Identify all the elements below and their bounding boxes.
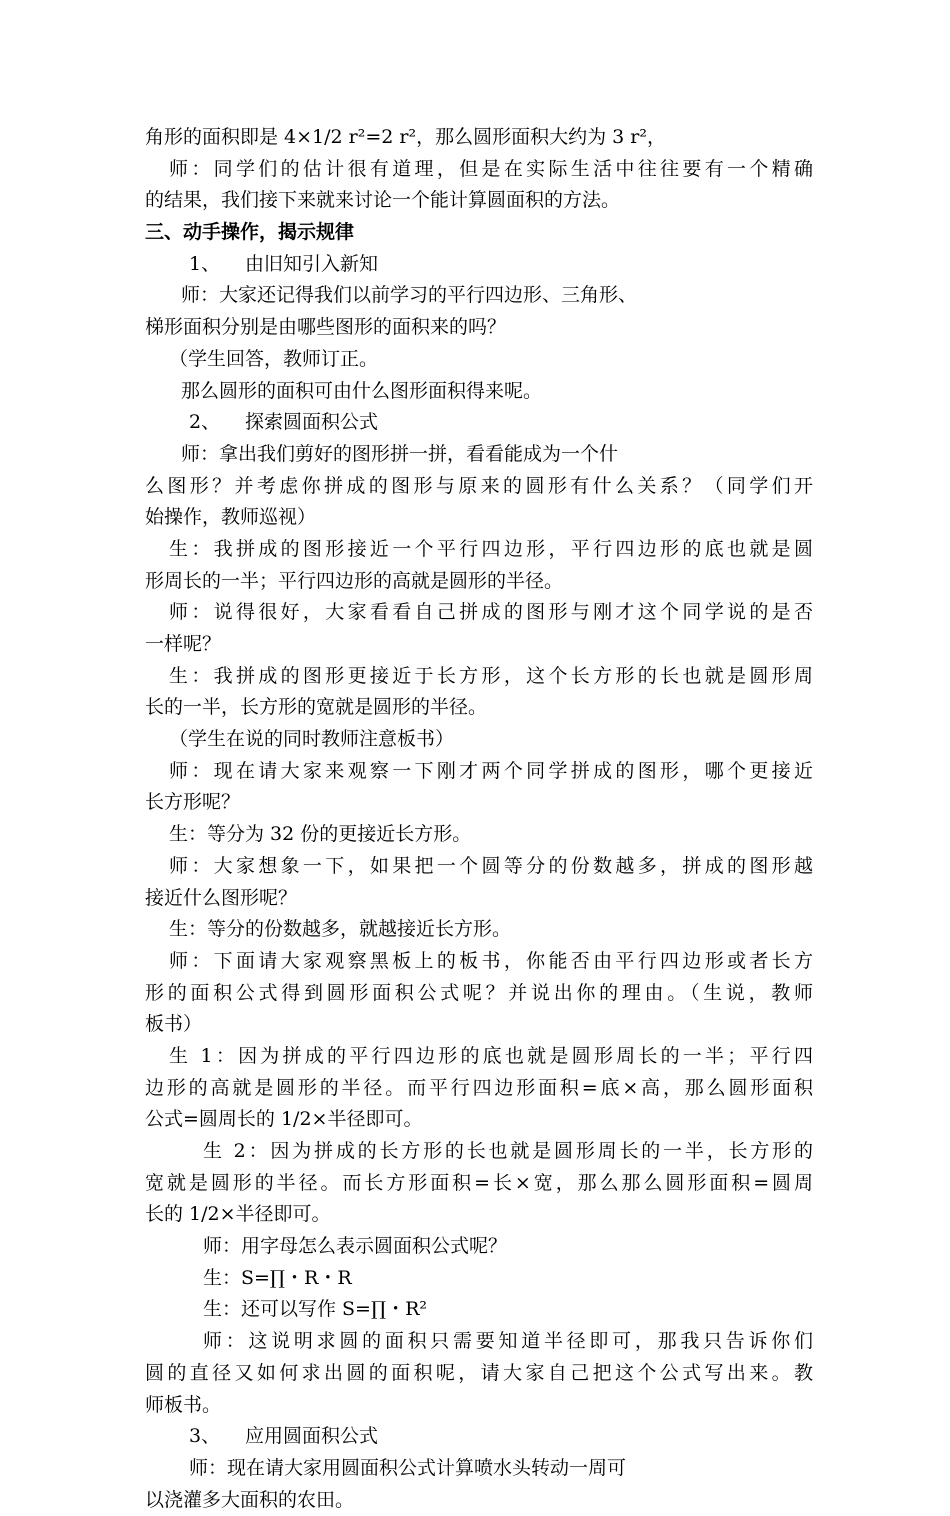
text-line: 生 1：因为拼成的平行四边形的底也就是圆形周长的一半；平行四 (169, 1044, 813, 1067)
text-line: 以浇灌多大面积的农田。 (145, 1488, 355, 1511)
text-line: 师板书。 (145, 1393, 222, 1416)
text-line: 长的 1/2×半径即可。 (145, 1203, 331, 1226)
text-line: 生：我拼成的图形接近一个平行四边形，平行四边形的底也就是圆 (169, 537, 813, 560)
text-line: 生：等分的份数越多，就越接近长方形。 (169, 918, 512, 941)
text-line: 师：拿出我们剪好的图形拼一拼，看看能成为一个什 (181, 442, 619, 465)
text-line: 边形的高就是圆形的半径。而平行四边形面积=底×高，那么圆形面积 (145, 1076, 813, 1099)
subsection-heading (145, 1421, 813, 1453)
section-heading: 三、动手操作，揭示规律 (145, 221, 355, 244)
text-line: 师：说得很好，大家看看自己拼成的图形与刚才这个同学说的是否 (169, 601, 813, 624)
text-line: 长方形呢？ (145, 791, 241, 814)
subsection-number: 3、 (189, 1425, 221, 1448)
text-line: 的结果，我们接下来就来讨论一个能计算圆面积的方法。 (145, 189, 621, 212)
text-line: 生：我拼成的图形更接近于长方形，这个长方形的长也就是圆形周 (169, 664, 813, 687)
text-line: 师：现在请大家用圆面积公式计算喷水头转动一周可 (189, 1456, 627, 1479)
subsection-number: 1、 (189, 252, 221, 275)
text-line: 师：大家想象一下，如果把一个圆等分的份数越多，拼成的图形越 (169, 854, 813, 877)
subsection-heading (145, 249, 813, 281)
text-line: 么图形？并考虑你拼成的图形与原来的圆形有什么关系？（同学们开 (145, 474, 813, 497)
text-line: 圆的直径又如何求出圆的面积呢，请大家自己把这个公式写出来。教 (145, 1361, 813, 1384)
text-line: 师：大家还记得我们以前学习的平行四边形、三角形、 (181, 284, 638, 307)
text-line: 那么圆形的面积可由什么图形面积得来呢。 (181, 379, 543, 402)
text-line: （学生在说的同时教师注意板书） (169, 728, 455, 751)
subsection-title: 探索圆面积公式 (245, 411, 379, 434)
text-line: 师：现在请大家来观察一下刚才两个同学拼成的图形，哪个更接近 (169, 759, 813, 782)
text-line: 师：用字母怎么表示圆面积公式呢？ (203, 1235, 508, 1258)
text-line: 一样呢？ (145, 633, 222, 655)
text-line: 宽就是圆形的半径。而长方形面积=长×宽，那么那么圆形面积=圆周 (145, 1171, 813, 1194)
text-line: （学生回答，教师订正。 (169, 347, 379, 370)
text-line: 角形的面积即是 4×1/2 r²=2 r²，那么圆形面积大约为 3 r²， (145, 126, 666, 148)
text-line: 公式=圆周长的 1/2×半径即可。 (145, 1108, 423, 1131)
subsection-heading (145, 407, 813, 439)
formula-line: 生：S=∏・R・R (203, 1266, 352, 1289)
text-line: 始操作，教师巡视） (145, 506, 317, 529)
text-line: 生 2：因为拼成的长方形的长也就是圆形周长的一半，长方形的 (203, 1140, 813, 1162)
text-line: 生：等分为 32 份的更接近长方形。 (169, 823, 472, 846)
subsection-number: 2、 (189, 411, 221, 434)
text-line: 师：下面请大家观察黑板上的板书，你能否由平行四边形或者长方 (169, 949, 813, 972)
text-line: 板书） (145, 1013, 203, 1036)
formula-line: 生：还可以写作 S=∏・R² (203, 1298, 428, 1321)
text-line: 长的一半，长方形的宽就是圆形的半径。 (145, 696, 488, 719)
text-line: 师：同学们的估计很有道理，但是在实际生活中往往要有一个精确 (169, 157, 813, 180)
subsection-title: 由旧知引入新知 (245, 252, 379, 275)
text-line: 接近什么图形呢？ (145, 886, 298, 909)
subsection-title: 应用圆面积公式 (245, 1425, 379, 1448)
document-body (145, 122, 813, 1516)
text-line: 形周长的一半；平行四边形的高就是圆形的半径。 (145, 569, 564, 592)
text-line: 师：这说明求圆的面积只需要知道半径即可，那我只告诉你们 (203, 1330, 813, 1353)
text-line: 梯形面积分别是由哪些图形的面积来的吗？ (145, 316, 507, 339)
text-line: 形的面积公式得到圆形面积公式呢？并说出你的理由。（生说，教师 (145, 981, 813, 1004)
